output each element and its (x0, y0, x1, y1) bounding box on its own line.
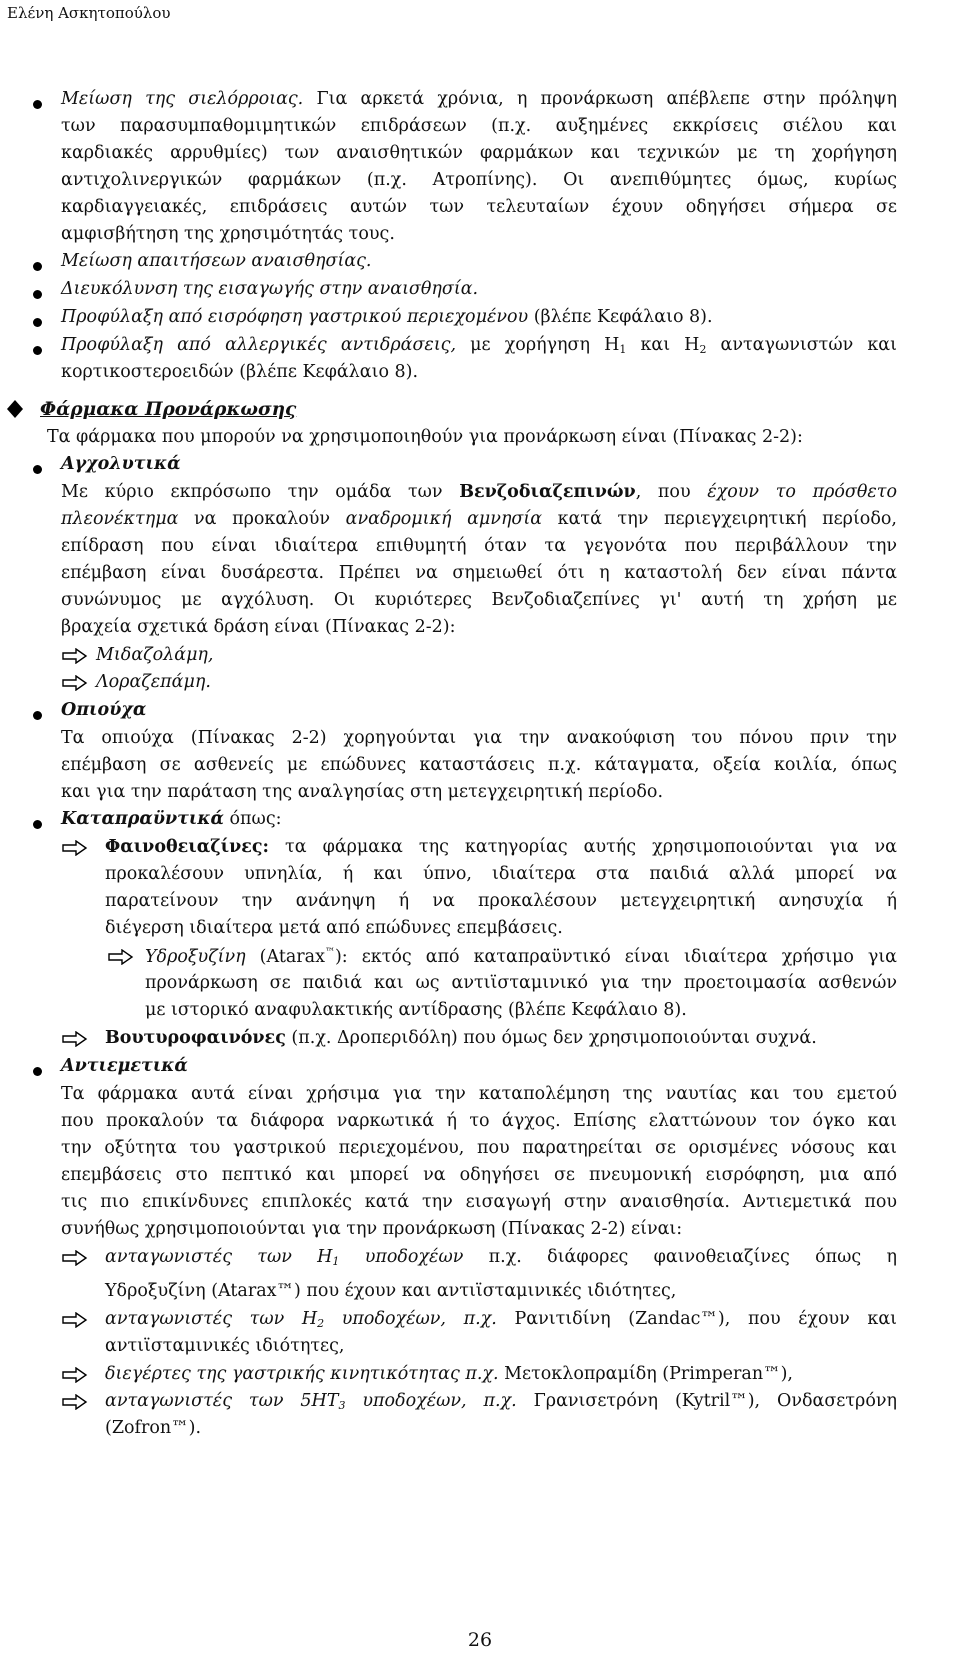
anxiolytics-item-1: Μιδαζολάμη, (96, 645, 214, 665)
anxiolytics-title: Αγχολυτικά (61, 454, 181, 474)
bullet-3: Διευκόλυνση της εισαγωγής στην αναισθησία. (61, 279, 479, 299)
anxiolytics-line-5: συνώνυμος με αγχόλυση. Οι κυριότερες Βενζοδιαζεπίνες γι' αυτή τη χρήση με (61, 590, 897, 610)
bullet-4: Προφύλαξη από εισρόφηση γαστρικού περιεχομένου (βλέπε Κεφάλαιο 8). (61, 307, 713, 327)
antiemetic-item-1-line-2: Υδροξυζίνη (Atarax™) που έχουν και αντιϊσταμινικές ιδιότητες, (105, 1281, 677, 1301)
bullet-icon (33, 346, 42, 355)
bullet-icon (33, 711, 42, 720)
hydroxyzine-line-3: με ιστορικό αναφυλακτικής αντίδρασης (βλέπε Κεφάλαιο 8). (145, 1000, 687, 1020)
antiemetics-line-5: τις πιο επικίνδυνες επιπλοκές κατά την εισαγωγή στην αναισθησία. Αντιεμετικά που (61, 1192, 897, 1212)
anxiolytics-line-3: επίδραση που είναι ιδιαίτερα επιθυμητή όταν τα γεγονότα που περιβάλλουν την (61, 536, 897, 556)
bullet-1-line-5: καρδιαγγειακές, επιδράσεις αυτών των τελευταίων έχουν οδηγήσει σήμερα σε (61, 197, 897, 217)
opioids-line-2: επέμβαση σε ασθενείς με επώδυνες καταστάσεις π.χ. κάταγματα, οξεία κοιλία, όπως (61, 755, 897, 775)
bullet-icon (33, 318, 42, 327)
bullet-5-line-2: κορτικοστεροειδών (βλέπε Κεφάλαιο 8). (61, 362, 419, 382)
antiemetics-line-3: την οξύτητα του γαστρικού περιεχομένου, που παρατηρείται σε ορισμένες νόσους και (61, 1138, 897, 1158)
arrow-right-icon (62, 840, 88, 856)
running-header: Ελένη Ασκητοπούλου (7, 4, 171, 22)
section-intro: Τα φάρμακα που μπορούν να χρησιμοποιηθούν για προνάρκωση είναι (Πίνακας 2-2): (47, 427, 803, 447)
bullet-1-line-2: των παρασυμπαθομιμητικών επιδράσεων (π.χ. αυξημένες εκκρίσεις σιέλου και (61, 116, 897, 136)
bullet-icon (33, 262, 42, 271)
bullet-1-line-1: Μείωση της σιελόρροιας. Για αρκετά χρόνια, η προνάρκωση απέβλεπε στην πρόληψη (61, 89, 897, 109)
anxiolytics-item-2: Λοραζεπάμη. (96, 672, 211, 692)
antiemetic-item-3: διεγέρτες της γαστρικής κινητικότητας π.χ. Μετοκλοπραμίδη (Primperan™), (105, 1364, 793, 1384)
bullet-5-line-1: Προφύλαξη από αλλεργικές αντιδράσεις, με χορήγηση $H_1$ και $H_2$ ανταγωνιστών και (61, 335, 897, 356)
hydroxyzine-line-1: Υδροξυζίνη (Atarax™): εκτός από καταπραϋντικό είναι ιδιαίτερα χρήσιμο για (145, 946, 897, 967)
bullet-1-line-4: αντιχολινεργικών φαρμάκων (π.χ. Ατροπίνης). Οι ανεπιθύμητες όμως, κυρίως (61, 170, 897, 190)
antiemetic-item-1-line-1: ανταγωνιστές των $H_1$ υποδοχέων π.χ. διάφορες φαινοθειαζίνες όπως η (105, 1247, 897, 1268)
antiemetics-line-6: συνήθως χρησιμοποιούνται για την προνάρκωση (Πίνακας 2-2) είναι: (61, 1219, 683, 1239)
bullet-1-line-3: καρδιακές αρρυθμίες) των αναισθητικών φαρμάκων και τεχνικών με τη χορήγηση (61, 143, 897, 163)
arrow-right-icon (62, 1031, 88, 1047)
bullet-1-line-6: αμφισβήτηση της χρησιμότητάς τους. (61, 224, 395, 244)
anxiolytics-line-6: βραχεία σχετικά δράση είναι (Πίνακας 2-2): (61, 617, 456, 637)
anxiolytics-line-1: Με κύριο εκπρόσωπο την ομάδα των Βενζοδιαζεπινών, που έχουν το πρόσθετο (61, 482, 897, 502)
antiemetics-title: Αντιεμετικά (61, 1056, 188, 1076)
club-icon (6, 399, 24, 419)
section-title: Φάρμακα Προνάρκωσης (40, 399, 297, 420)
hydroxyzine-line-2: προνάρκωση σε παιδιά και ως αντιϊσταμινικό για την προετοιμασία ασθενών (145, 973, 897, 993)
page-number: 26 (467, 1629, 493, 1651)
bullet-icon (33, 465, 42, 474)
phenothiazines-line-4: διέγερση ιδιαίτερα μετά από επώδυνες επεμβάσεις. (105, 918, 563, 938)
antiemetic-item-2-line-2: αντιϊσταμινικές ιδιότητες, (105, 1336, 345, 1356)
butyrophenones: Βουτυροφαινόνες (π.χ. Δροπεριδόλη) που όμως δεν χρησιμοποιούνται συχνά. (105, 1028, 817, 1048)
antiemetic-item-4-line-2: (Zofron™). (105, 1418, 202, 1438)
opioids-line-1: Τα οπιούχα (Πίνακας 2-2) χορηγούνται για την ανακούφιση του πόνου πριν την (61, 728, 897, 748)
antiemetics-line-4: επεμβάσεις στο πεπτικό και μπορεί να οδηγήσει σε πνευμονική εισρόφηση, μια από (61, 1165, 897, 1185)
opioids-title: Οπιούχα (61, 700, 147, 720)
arrow-right-icon (108, 949, 134, 965)
bullet-icon (33, 1067, 42, 1076)
antiemetic-item-2-line-1: ανταγωνιστές των $H_2$ υποδοχέων, π.χ. Ρανιτιδίνη (Zandac™), που έχουν και (105, 1309, 898, 1330)
opioids-line-3: και για την παράταση της αναλγησίας στη μετεγχειρητική περίοδο. (61, 782, 664, 802)
bullet-icon (33, 100, 42, 109)
phenothiazines-line-2: προκαλέσουν υπνηλία, ή και ύπνο, ιδιαίτερα στα παιδιά αλλά μπορεί να (105, 864, 897, 884)
anxiolytics-line-2: πλεονέκτημα να προκαλούν αναδρομική αμνησία κατά την περιεγχειρητική περίοδο, (61, 509, 897, 529)
arrow-right-icon (62, 1367, 88, 1383)
arrow-right-icon (62, 1312, 88, 1328)
sedatives-title: Καταπραϋντικά όπως: (61, 809, 282, 829)
phenothiazines-line-3: παρατείνουν την ανάνηψη ή να προκαλέσουν μετεγχειρητική ανησυχία ή (105, 891, 897, 911)
arrow-right-icon (62, 1394, 88, 1410)
phenothiazines-line-1: Φαινοθειαζίνες: τα φάρμακα της κατηγορίας αυτής χρησιμοποιούνται για να (105, 837, 897, 857)
antiemetics-line-2: που προκαλούν τα διάφορα ναρκωτικά ή το άγχος. Επίσης ελαττώνουν τον όγκο και (61, 1111, 897, 1131)
arrow-right-icon (62, 648, 88, 664)
anxiolytics-line-4: επέμβαση είναι δυσάρεστα. Πρέπει να σημειωθεί ότι η καταστολή δεν είναι πάντα (61, 563, 897, 583)
bullet-icon (33, 290, 42, 299)
bullet-icon (33, 820, 42, 829)
bullet-2: Μείωση απαιτήσεων αναισθησίας. (61, 251, 372, 271)
arrow-right-icon (62, 675, 88, 691)
antiemetic-item-4-line-1: ανταγωνιστές των $5HT_3$ υποδοχέων, π.χ. Γρανισετρόνη (Kytril™), Ονδασετρόνη (105, 1391, 897, 1412)
antiemetics-line-1: Τα φάρμακα αυτά είναι χρήσιμα για την καταπολέμηση της ναυτίας και του εμετού (61, 1084, 897, 1104)
arrow-right-icon (62, 1250, 88, 1266)
